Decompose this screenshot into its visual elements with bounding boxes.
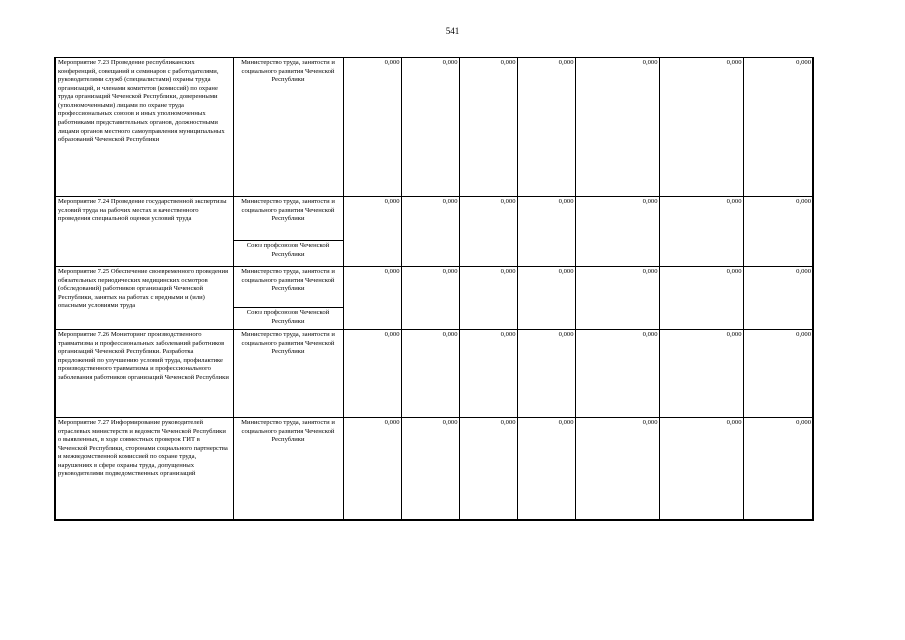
measure-description: Мероприятие 7.25 Обеспечение своевременного проведения обязательных периодических медицинских осмотров (обследований) работников организаций Чеченской Республики, занятых на работах с вредными и (или) опасными условиями труда	[55, 267, 233, 330]
measure-description: Мероприятие 7.24 Проведение государственной экспертизы условий труда на рабочих местах и качественного проведения специальной оценки условий труда	[55, 197, 233, 267]
value-cell: 0,000	[401, 267, 459, 330]
value-cell: 0,000	[575, 58, 659, 197]
table-row	[55, 330, 813, 418]
value-cell: 0,000	[401, 58, 459, 197]
value-cell: 0,000	[517, 330, 575, 418]
table-row	[55, 418, 813, 520]
value-cell: 0,000	[743, 418, 813, 520]
value-cell: 0,000	[743, 267, 813, 330]
value-cell: 0,000	[659, 197, 743, 267]
value-cell: 0,000	[401, 418, 459, 520]
value-cell: 0,000	[459, 267, 517, 330]
value-cell: 0,000	[343, 330, 401, 418]
value-cell: 0,000	[659, 418, 743, 520]
value-cell: 0,000	[743, 197, 813, 267]
value-cell: 0,000	[343, 58, 401, 197]
table-row	[55, 197, 813, 241]
value-cell: 0,000	[659, 58, 743, 197]
executor-cell: Союз профсоюзов Чеченской Республики	[233, 308, 343, 330]
value-cell: 0,000	[343, 418, 401, 520]
value-cell: 0,000	[575, 330, 659, 418]
value-cell: 0,000	[459, 197, 517, 267]
measure-description: Мероприятие 7.26 Мониторинг производственного травматизма и профессиональных заболеваний работников организаций Чеченской Республики. Разработка предложений по улучшению условий труда, профилактике производственного травматизма и профессионального заболевания работников организаций Чеченской Республики	[55, 330, 233, 418]
value-cell: 0,000	[459, 418, 517, 520]
value-cell: 0,000	[343, 267, 401, 330]
page-number: 541	[445, 26, 460, 36]
executor-cell: Министерство труда, занятости и социального развития Чеченской Республики	[233, 58, 343, 197]
measures-table	[54, 57, 814, 521]
measure-description: Мероприятие 7.23 Проведение республиканских конференций, совещаний и семинаров с работодателями, руководителями служб (специалистами) охраны труда организаций, и членами комитетов (комиссий) по охране труда организаций Чеченской Республики, доверенными (уполномоченными) лицами по охране труда профессиональных союзов и иных уполномоченных работниками представительных органов, должностными лицами органов местного самоуправления муниципальных образований Чеченской Республики	[55, 58, 233, 197]
value-cell: 0,000	[517, 197, 575, 267]
value-cell: 0,000	[401, 197, 459, 267]
value-cell: 0,000	[517, 418, 575, 520]
table-row	[55, 267, 813, 308]
value-cell: 0,000	[343, 197, 401, 267]
value-cell: 0,000	[659, 267, 743, 330]
value-cell: 0,000	[659, 330, 743, 418]
value-cell: 0,000	[401, 330, 459, 418]
value-cell: 0,000	[575, 418, 659, 520]
table-row	[55, 58, 813, 197]
executor-cell: Министерство труда, занятости и социального развития Чеченской Республики	[233, 418, 343, 520]
executor-cell: Министерство труда, занятости и социального развития Чеченской Республики	[233, 267, 343, 308]
measure-description: Мероприятие 7.27 Информирование руководителей отраслевых министерств и ведомств Чеченской Республики о выявленных, в ходе совместных проверок ГИТ в Чеченской Республики, сторонами социального партнерства и межведомственной комиссией по охране труда, нарушениях в сфере охраны труда, допущенных руководителями подведомственных организаций	[55, 418, 233, 520]
value-cell: 0,000	[517, 58, 575, 197]
executor-cell: Союз профсоюзов Чеченской Республики	[233, 241, 343, 267]
value-cell: 0,000	[459, 330, 517, 418]
executor-cell: Министерство труда, занятости и социального развития Чеченской Республики	[233, 197, 343, 241]
value-cell: 0,000	[575, 197, 659, 267]
value-cell: 0,000	[743, 330, 813, 418]
executor-cell: Министерство труда, занятости и социального развития Чеченской Республики	[233, 330, 343, 418]
value-cell: 0,000	[459, 58, 517, 197]
value-cell: 0,000	[517, 267, 575, 330]
value-cell: 0,000	[743, 58, 813, 197]
value-cell: 0,000	[575, 267, 659, 330]
